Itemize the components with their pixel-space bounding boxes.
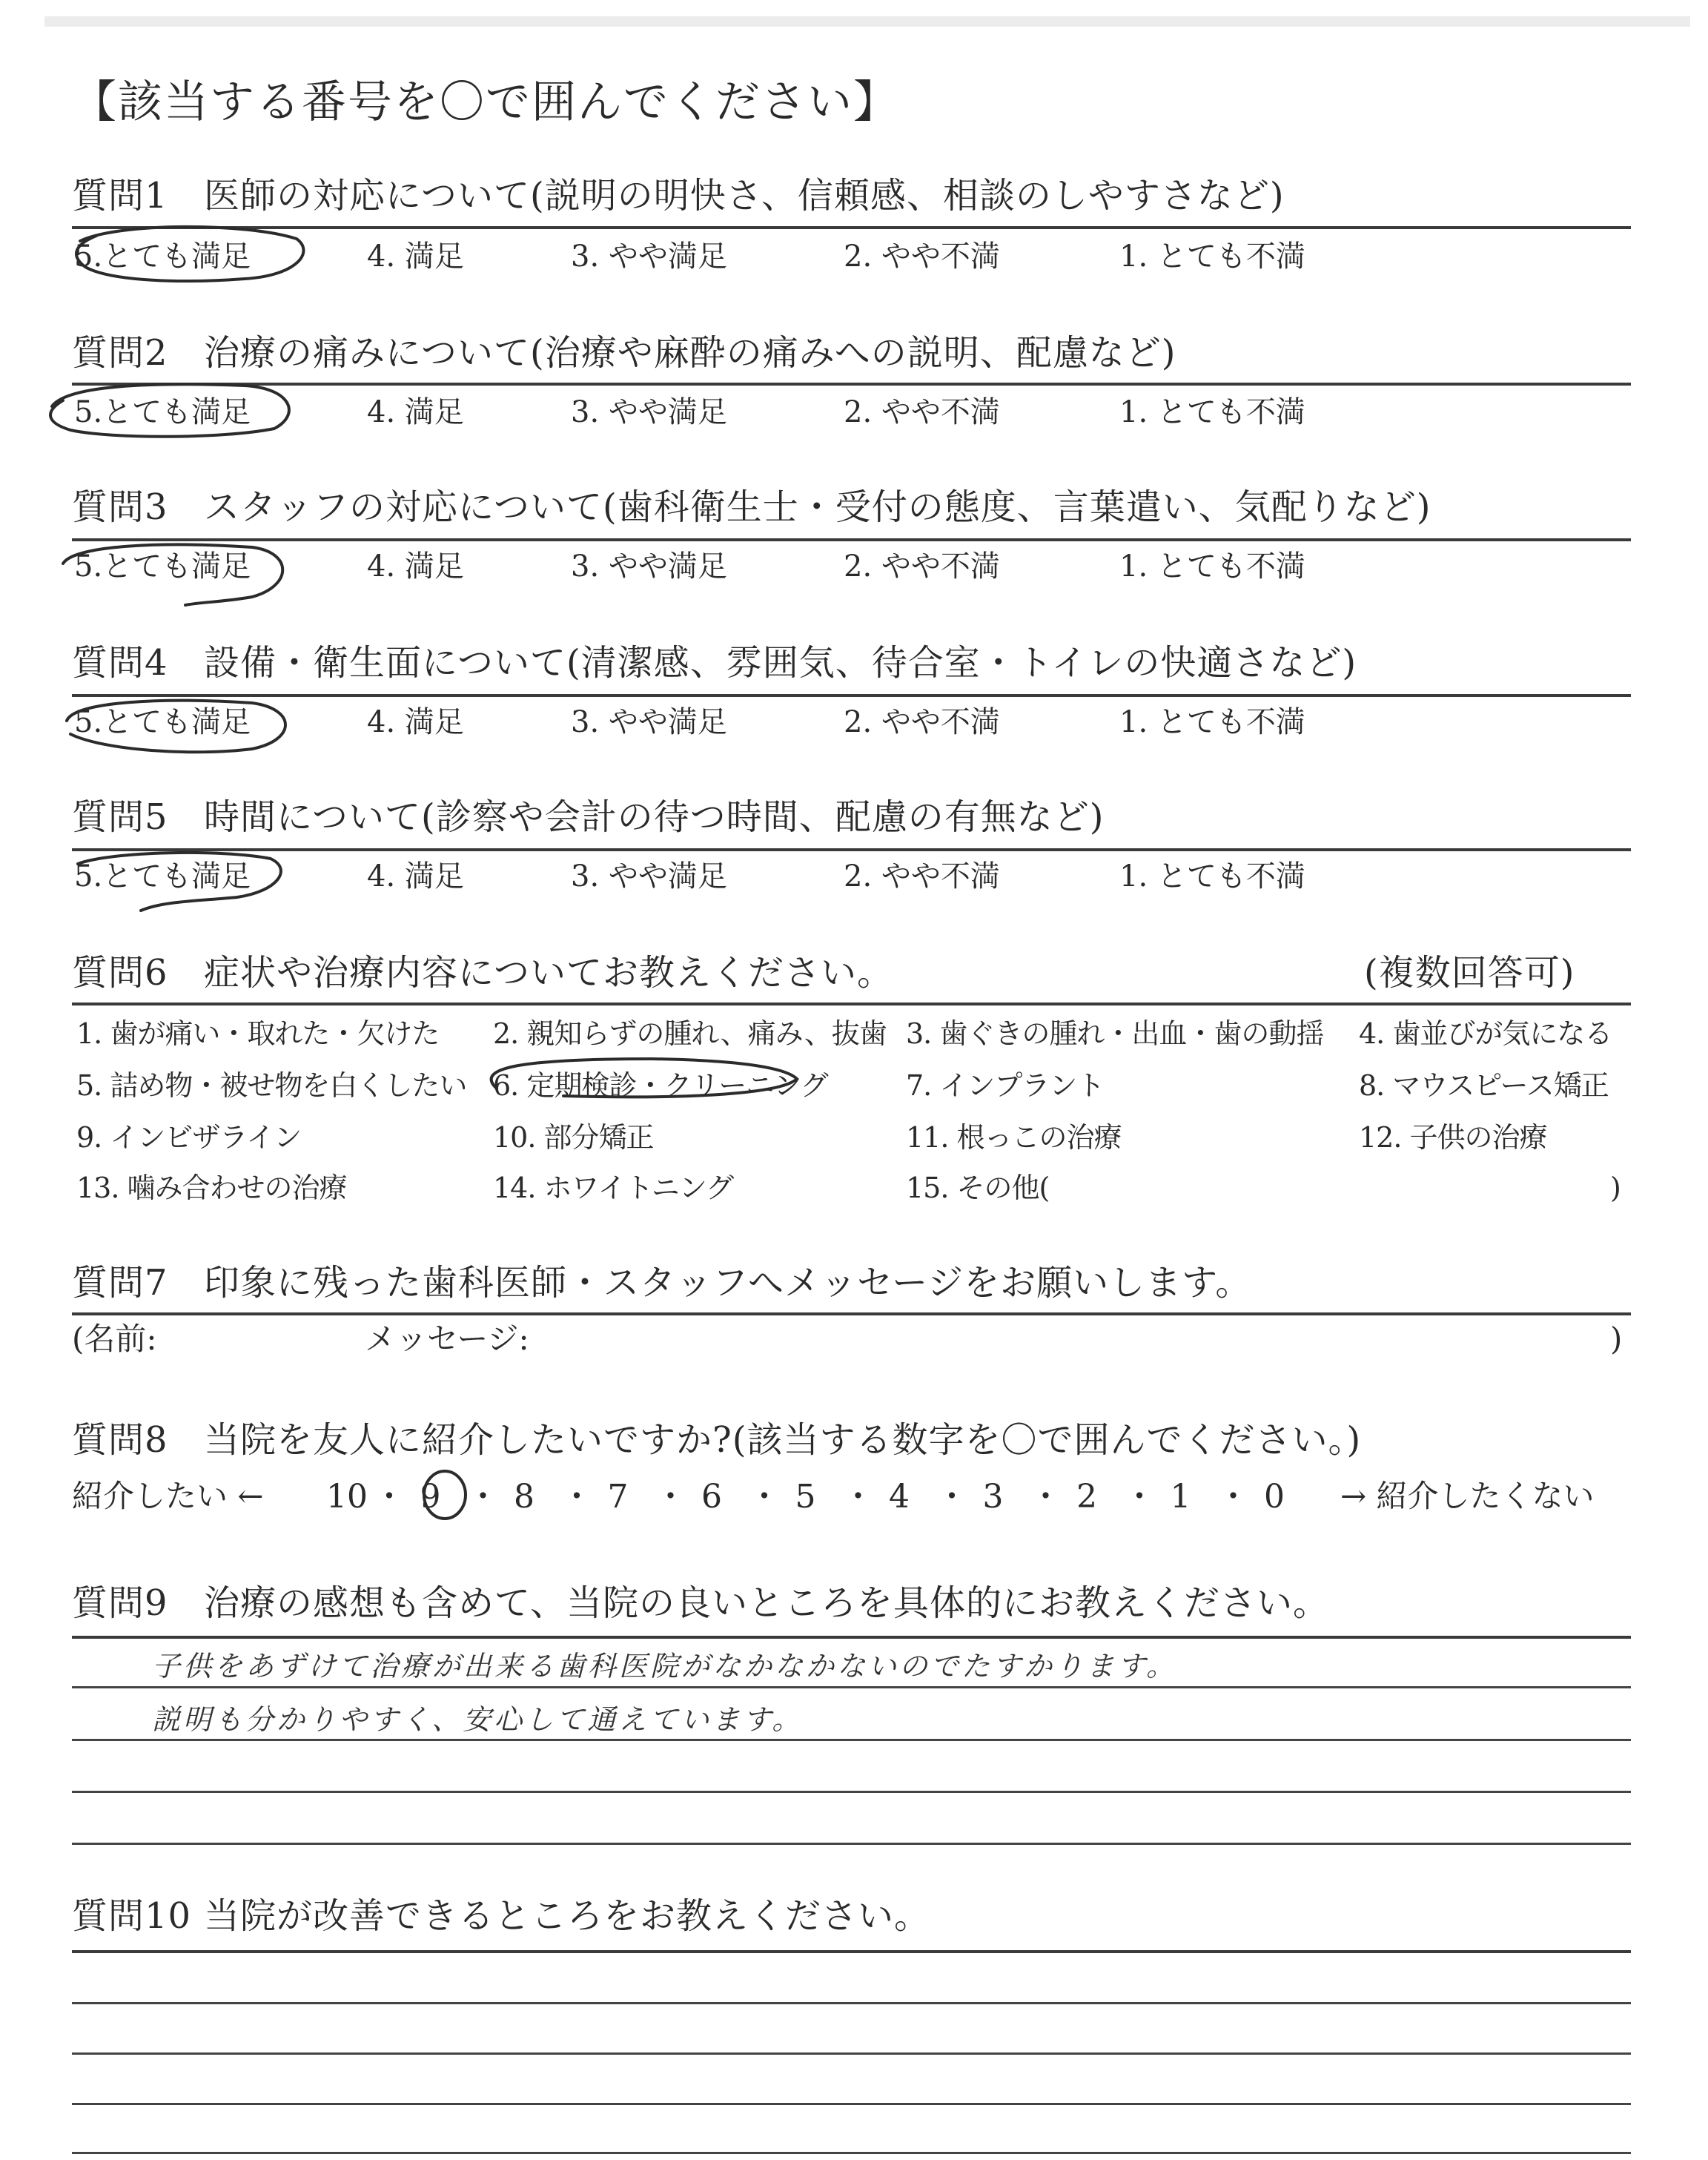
q8-scale-option[interactable]: 7 (607, 1478, 629, 1516)
q6-item-2[interactable]: 2. 親知らずの腫れ、痛み、抜歯 (493, 1017, 887, 1050)
q2-option-3[interactable]: 3. やや満足 (571, 395, 727, 429)
q8-scale-option[interactable]: 0 (1264, 1478, 1285, 1516)
q7-text: 印象に残った歯科医師・スタッフへメッセージをお願いします。 (204, 1262, 1252, 1304)
q8-scale-option[interactable]: 2 (1076, 1478, 1097, 1516)
q5-option-5[interactable]: 5.とても満足 (74, 859, 251, 894)
q8-left-label: 紹介したい ← (72, 1478, 264, 1514)
q6-item-1[interactable]: 1. 歯が痛い・取れた・欠けた (76, 1017, 440, 1050)
q2-text: 治療の痛みについて(治療や麻酔の痛みへの説明、配慮など) (204, 332, 1176, 374)
q1-label: 質問1 (72, 175, 168, 217)
q3-option-2[interactable]: 2. やや不満 (844, 549, 1000, 584)
q3-text: スタッフの対応について(歯科衛生士・受付の態度、言葉遣い、気配りなど) (204, 486, 1431, 528)
q6-item-10[interactable]: 10. 部分矯正 (493, 1121, 654, 1154)
q6-item-13[interactable]: 13. 噛み合わせの治療 (76, 1172, 347, 1204)
q7-name-label: (名前: (72, 1321, 157, 1357)
q5-option-1[interactable]: 1. とても不満 (1119, 859, 1305, 894)
q2-option-5[interactable]: 5.とても満足 (74, 395, 251, 429)
q4-option-1[interactable]: 1. とても不満 (1119, 705, 1305, 739)
q8-scale-option[interactable]: 6 (701, 1478, 722, 1516)
q6-item-3[interactable]: 3. 歯ぐきの腫れ・出血・歯の動揺 (906, 1017, 1324, 1050)
q6-item-15[interactable]: 15. その他( (906, 1172, 1050, 1204)
q1-option-5[interactable]: 5.とても満足 (74, 240, 251, 274)
q9-text: 治療の感想も含めて、当院の良いところを具体的にお教えください。 (204, 1582, 1330, 1624)
q1-option-3[interactable]: 3. やや満足 (571, 240, 727, 274)
q1-option-4[interactable]: 4. 満足 (367, 240, 464, 274)
q5-label: 質問5 (72, 796, 168, 838)
q8-scale-separator: ・ (560, 1478, 593, 1516)
q8-scale-separator: ・ (466, 1478, 500, 1516)
q6-item-8[interactable]: 8. マウスピース矯正 (1359, 1069, 1609, 1102)
q1-option-2[interactable]: 2. やや不満 (844, 240, 1000, 274)
q2-option-4[interactable]: 4. 満足 (367, 395, 464, 429)
q6-item-5[interactable]: 5. 詰め物・被せ物を白くしたい (76, 1069, 467, 1102)
q10-label: 質問10 (72, 1895, 192, 1937)
q8-scale-separator: ・ (1123, 1478, 1156, 1516)
q3-label: 質問3 (72, 486, 168, 528)
q9-label: 質問9 (72, 1582, 168, 1624)
q2-label: 質問2 (72, 332, 168, 374)
q6-item-6[interactable]: 6. 定期検診・クリーニング (493, 1069, 828, 1102)
q2-option-2[interactable]: 2. やや不満 (844, 395, 1000, 429)
q6-item-7[interactable]: 7. インプラント (906, 1069, 1105, 1102)
q7-label: 質問7 (72, 1262, 168, 1304)
q3-option-5[interactable]: 5.とても満足 (74, 549, 251, 584)
q9-answer-line-2: 説明も分かりやすく、安心して通えています。 (152, 1703, 804, 1736)
q3-option-4[interactable]: 4. 満足 (367, 549, 464, 584)
q8-scale-option[interactable]: 9 (420, 1478, 441, 1516)
q1-text: 医師の対応について(説明の明快さ、信頼感、相談のしやすさなど) (204, 175, 1285, 217)
instruction-heading: 【該当する番号を〇で囲んでください】 (72, 76, 899, 128)
q7-close-paren: ) (1610, 1321, 1623, 1357)
q8-label: 質問8 (72, 1419, 168, 1461)
q1-option-1[interactable]: 1. とても不満 (1119, 240, 1305, 274)
q6-item-11[interactable]: 11. 根っこの治療 (906, 1121, 1122, 1154)
q5-text: 時間について(診察や会計の待つ時間、配慮の有無など) (204, 796, 1105, 838)
q8-scale-option[interactable]: 3 (982, 1478, 1004, 1516)
q6-item-12[interactable]: 12. 子供の治療 (1359, 1121, 1547, 1154)
q4-label: 質問4 (72, 642, 168, 684)
q5-option-3[interactable]: 3. やや満足 (571, 859, 727, 894)
q8-scale-separator: ・ (841, 1478, 875, 1516)
q9-answer-line-1: 子供をあずけて治療が出来る歯科医院がなかなかないのでたすかります。 (152, 1650, 1177, 1682)
q8-selection-circle (424, 1471, 466, 1519)
q6-text: 症状や治療内容についてお教えください。 (204, 952, 894, 994)
q2-option-1[interactable]: 1. とても不満 (1119, 395, 1305, 429)
q6-item-14[interactable]: 14. ホワイトニング (493, 1172, 734, 1204)
q8-scale-separator: ・ (1217, 1478, 1250, 1516)
q8-scale-separator: ・ (1029, 1478, 1062, 1516)
q4-option-2[interactable]: 2. やや不満 (844, 705, 1000, 739)
q5-selection-circle (78, 853, 281, 911)
q3-selection-circle (63, 544, 282, 605)
q4-option-3[interactable]: 3. やや満足 (571, 705, 727, 739)
q8-scale-separator: ・ (748, 1478, 781, 1516)
q4-text: 設備・衛生面について(清潔感、雰囲気、待合室・トイレの快適さなど) (204, 642, 1357, 684)
q8-scale-separator: ・ (936, 1478, 968, 1516)
q8-scale-option[interactable]: 8 (514, 1478, 534, 1516)
q3-option-3[interactable]: 3. やや満足 (571, 549, 727, 584)
q8-right-label: → 紹介したくない (1340, 1478, 1595, 1514)
q7-message-label: メッセージ: (365, 1321, 529, 1357)
q6-note: (複数回答可) (1364, 952, 1575, 994)
q8-scale-option[interactable]: 1 (1170, 1478, 1191, 1516)
q5-option-4[interactable]: 4. 満足 (367, 859, 464, 894)
q8-scale-option[interactable]: 4 (889, 1478, 910, 1516)
q10-text: 当院が改善できるところをお教えください。 (204, 1895, 931, 1937)
q5-option-2[interactable]: 2. やや不満 (844, 859, 1000, 894)
q6-label: 質問6 (72, 952, 168, 994)
q8-scale-separator: ・ (654, 1478, 687, 1516)
q6-item-9[interactable]: 9. インビザライン (76, 1121, 302, 1154)
q8-scale-option[interactable]: 5 (795, 1478, 816, 1516)
q6-item-4[interactable]: 4. 歯並びが気になる (1359, 1017, 1612, 1050)
q8-text: 当院を友人に紹介したいですか?(該当する数字を〇で囲んでください。) (204, 1419, 1362, 1461)
q4-option-5[interactable]: 5.とても満足 (74, 705, 251, 739)
q2-selection-circle (50, 384, 289, 436)
q1-selection-circle (76, 227, 303, 281)
q3-option-1[interactable]: 1. とても不満 (1119, 549, 1305, 584)
q8-scale-separator: ・ (373, 1478, 406, 1516)
q6-other-close-paren: ) (1610, 1172, 1621, 1204)
q8-scale-option[interactable]: 10 (326, 1478, 368, 1516)
q6-selection-circle (491, 1059, 797, 1097)
q4-selection-circle (67, 701, 285, 753)
q4-option-4[interactable]: 4. 満足 (367, 705, 464, 739)
